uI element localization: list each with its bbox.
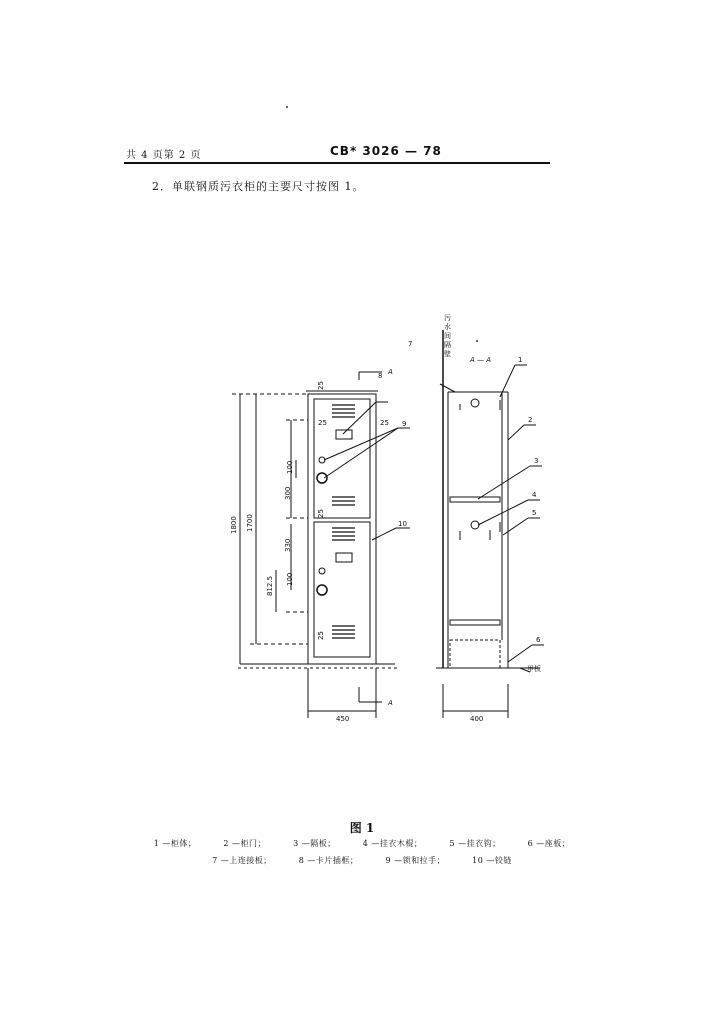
legend-item: 8 —卡片插框； xyxy=(298,856,359,865)
legend-item: 6 —座板； xyxy=(527,839,571,848)
base-plate xyxy=(450,640,500,668)
callout-2: 2 xyxy=(528,416,533,424)
dim-lock-offset-lower-label: 100 xyxy=(286,572,294,586)
handle-upper xyxy=(317,473,327,483)
callout-7: 7 xyxy=(408,340,413,348)
front-view-labels xyxy=(230,340,412,723)
section-mark-top: A xyxy=(388,368,393,376)
side-view xyxy=(436,330,544,718)
dim-total-height-label: 1800 xyxy=(230,516,238,534)
vent-lower-top xyxy=(332,528,355,540)
legend-item: 5 —挂衣钩； xyxy=(449,839,501,848)
dim-body-height-label: 1700 xyxy=(246,514,254,532)
figure-caption: 图 1 xyxy=(349,821,375,835)
hanging-rod-mid xyxy=(471,521,479,529)
hanging-rod-top xyxy=(471,399,479,407)
handle-lower xyxy=(317,585,327,595)
bulkhead-wall-label: 污 水 间 隔 壁 xyxy=(444,314,451,358)
dim-side-right-label: 25 xyxy=(380,419,389,427)
page-number-info: 共 4 页第 2 页 xyxy=(126,150,202,161)
callout-9: 9 xyxy=(402,420,407,428)
floor-label: 甲板 xyxy=(527,665,541,673)
callout-3: 3 xyxy=(534,457,539,465)
dim-width-label: 450 xyxy=(336,715,350,723)
dim-middle-label: 300 xyxy=(284,486,292,500)
legend-item: 9 —锁和拉手； xyxy=(385,856,446,865)
legend-line-2 xyxy=(0,855,724,866)
vent-upper-bottom xyxy=(332,497,355,505)
legend-item: 2 —柜门； xyxy=(223,839,267,848)
cabinet-outline xyxy=(308,394,376,664)
legend-item: 4 —挂衣木棍； xyxy=(362,839,423,848)
section-paragraph: 2．单联钢质污衣柜的主要尺寸按图 1。 xyxy=(152,180,365,193)
shelf xyxy=(450,497,500,502)
dim-lower-section-label: 330 xyxy=(284,538,292,552)
callout-6: 6 xyxy=(536,636,541,644)
legend-item: 3 —隔板； xyxy=(293,839,336,848)
dim-lower-lock-height-label: 812.5 xyxy=(266,575,274,596)
callout-4: 4 xyxy=(532,491,537,499)
dim-lock-offset-label: 100 xyxy=(286,460,294,474)
section-mark-bottom: A xyxy=(388,699,393,707)
section-title: A — A xyxy=(470,356,492,364)
callout-8: 8 xyxy=(378,372,383,380)
callout-5: 5 xyxy=(532,509,537,517)
legend-item: 10 —铰链 xyxy=(472,856,512,865)
legend-item: 1 —柜体； xyxy=(153,839,197,848)
legend-line-1 xyxy=(0,838,724,849)
dim-depth-label: 400 xyxy=(470,715,484,723)
dim-door-gap-label: 25 xyxy=(317,509,325,518)
callout-1: 1 xyxy=(518,356,523,364)
vent-upper-top xyxy=(332,405,355,417)
dim-side-left-label: 25 xyxy=(318,419,327,427)
dim-bottom-margin-label: 25 xyxy=(317,631,325,640)
lock-lower xyxy=(319,568,325,574)
bottom-shelf xyxy=(450,620,500,625)
legend-item: 7 —上连接板； xyxy=(212,856,272,865)
dim-top-margin-label: 25 xyxy=(317,381,325,390)
card-frame-upper xyxy=(336,430,352,439)
card-frame-lower xyxy=(336,553,352,562)
vent-lower-bottom xyxy=(332,626,355,638)
callout-10: 10 xyxy=(398,520,407,528)
standard-code: CB* 3026 — 78 xyxy=(330,144,442,158)
